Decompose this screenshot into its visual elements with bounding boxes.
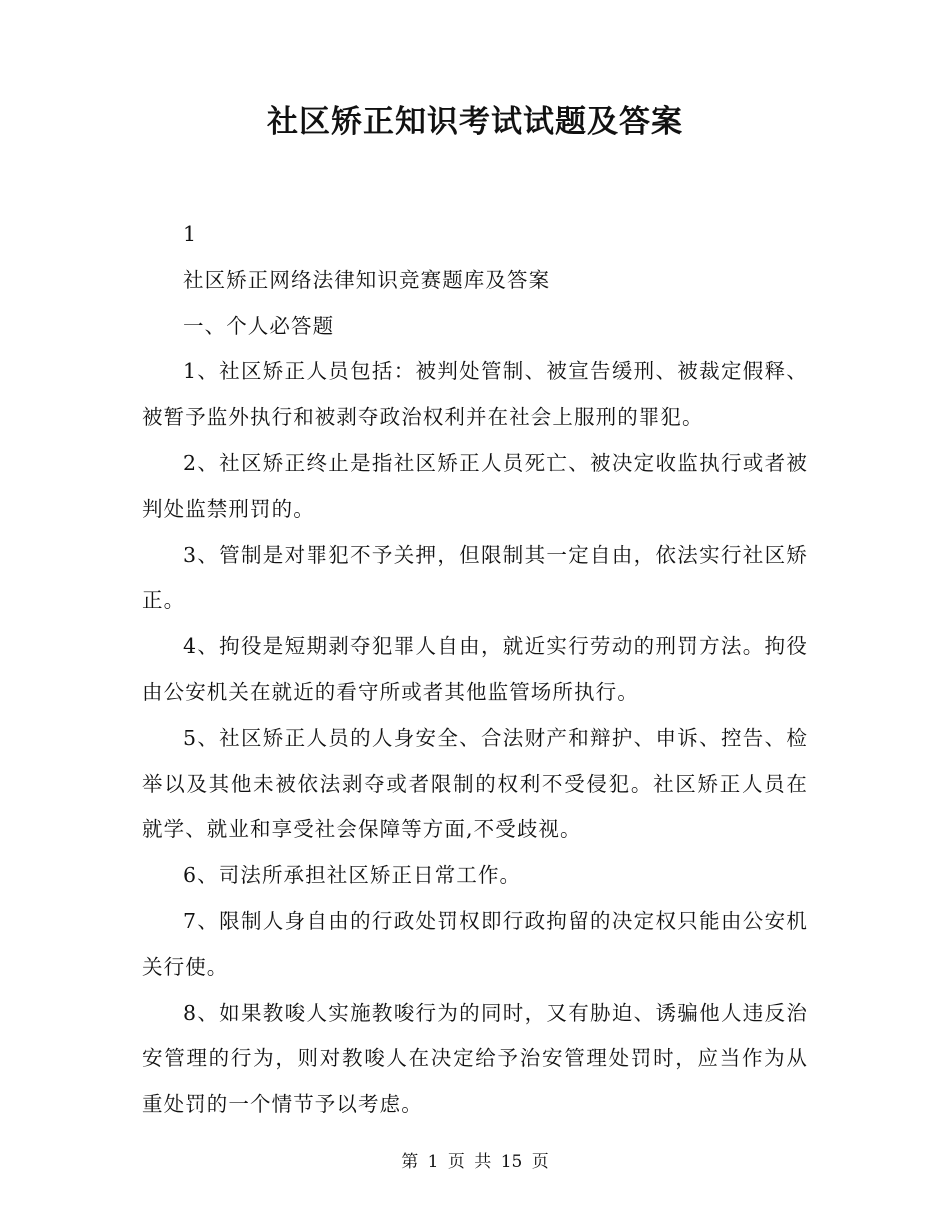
paragraph-item-4: 4、拘役是短期剥夺犯罪人自由，就近实行劳动的刑罚方法。拘役由公安机关在就近的看守所或者其他监管场所执行。 bbox=[142, 634, 808, 704]
paragraph-item-2: 2、社区矫正终止是指社区矫正人员死亡、被决定收监执行或者被判处监禁刑罚的。 bbox=[142, 450, 808, 521]
paragraph-section-heading: 一、个人必答题 bbox=[183, 313, 335, 338]
paragraph-section-number: 1 bbox=[183, 222, 198, 246]
page-footer: 第 1 页 共 15 页 bbox=[401, 1152, 549, 1172]
paragraph-item-1: 1、社区矫正人员包括：被判处管制、被宣告缓刑、被裁定假释、被暂予监外执行和被剥夺政治权利并在社会上服刑的罪犯。 bbox=[142, 359, 808, 430]
paragraph-item-6: 6、司法所承担社区矫正日常工作。 bbox=[183, 863, 522, 888]
paragraph-subtitle: 社区矫正网络法律知识竞赛题库及答案 bbox=[183, 267, 551, 292]
paragraph-item-3: 3、管制是对罪犯不予关押，但限制其一定自由，依法实行社区矫正。 bbox=[142, 542, 808, 613]
document-title: 社区矫正知识考试试题及答案 bbox=[267, 104, 683, 140]
document-body bbox=[142, 212, 808, 1128]
paragraph-item-7: 7、限制人身自由的行政处罚权即行政拘留的决定权只能由公安机关行使。 bbox=[142, 908, 808, 979]
paragraph-item-5: 5、社区矫正人员的人身安全、合法财产和辩护、申诉、控告、检举以及其他未被依法剥夺或者限制的权利不受侵犯。社区矫正人员在就学、就业和享受社会保障等方面,不受歧视。 bbox=[142, 725, 808, 842]
paragraph-item-8: 8、如果教唆人实施教唆行为的同时，又有胁迫、诱骗他人违反治安管理的行为，则对教唆人在决定给予治安管理处罚时，应当作为从重处罚的一个情节予以考虑。 bbox=[142, 1000, 808, 1117]
